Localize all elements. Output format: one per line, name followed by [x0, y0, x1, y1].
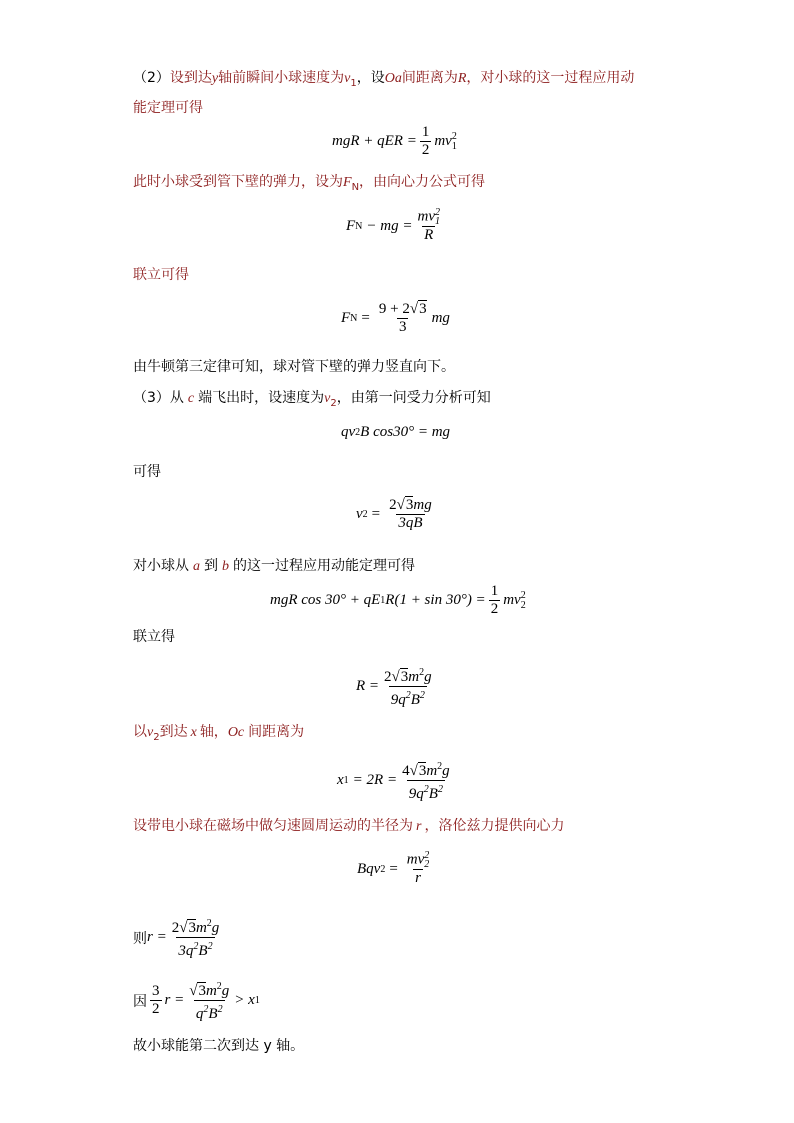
subscript: N	[350, 313, 358, 324]
eq-lhs: mgR cos 30° + qE	[270, 592, 381, 608]
text: 联立得	[133, 629, 175, 645]
part3-line	[133, 388, 491, 414]
superscript: 2	[437, 761, 443, 772]
denominator	[407, 780, 445, 803]
fraction	[489, 583, 501, 618]
numerator: 3	[152, 983, 160, 999]
superscript: 2	[434, 207, 440, 218]
var-v: v	[147, 725, 154, 740]
text: 间距离为	[248, 724, 305, 740]
equation-r	[133, 915, 224, 960]
superscript: 2	[405, 690, 411, 701]
equals: =	[361, 310, 370, 326]
radicand: 3	[198, 983, 206, 999]
text: 由牛顿第三定律可知，球对管下壁的弹力竖直向下。	[133, 359, 455, 375]
var-c: c	[187, 391, 195, 406]
eq-lhs: Bqv	[357, 860, 381, 877]
eq-mid: − mg =	[366, 217, 413, 234]
radicand: 3	[188, 920, 196, 936]
eq-lhs: qv	[341, 424, 356, 440]
var-F: F	[343, 175, 352, 190]
numerator: 1	[490, 583, 499, 599]
superscript: 2	[520, 589, 526, 601]
denominator: R	[424, 227, 434, 243]
part2-line1	[133, 68, 634, 94]
subscript: 1	[343, 775, 349, 786]
text: 轴前瞬间小球速度为	[218, 70, 345, 86]
num-text: g	[221, 983, 230, 999]
num-text: m	[426, 763, 438, 779]
num-text: 4	[402, 763, 410, 779]
text: 此时小球受到管下壁的弹力，设为	[133, 174, 343, 190]
den-text: B	[428, 786, 438, 802]
eq-lhs: R =	[356, 678, 380, 694]
text-v2-x-axis	[133, 722, 304, 748]
eq-rhs: mv	[503, 592, 521, 608]
subscript: N	[351, 181, 360, 193]
normal-force-line	[133, 172, 485, 198]
text-a-to-b	[133, 556, 415, 577]
subscript: 1	[254, 995, 260, 1006]
text: 对小球从	[133, 558, 189, 574]
eq-lhs: r =	[147, 929, 167, 945]
text: 到	[204, 558, 218, 574]
num-text: g	[442, 763, 450, 779]
text: ，设	[356, 70, 385, 86]
text-newton	[133, 357, 455, 377]
superscript: 2	[207, 941, 213, 952]
var-v: v	[344, 71, 351, 86]
equation-v2	[356, 497, 437, 532]
numerator: 1	[421, 124, 430, 140]
text: ，对小球的这一过程应用动	[466, 70, 635, 86]
fraction	[170, 915, 222, 960]
den-text: 3q	[178, 943, 194, 959]
numerator: $4√3m^2g$	[402, 761, 450, 779]
subscript: 2	[355, 427, 361, 438]
denominator: 2	[490, 601, 499, 617]
var-a: a	[193, 559, 200, 574]
text: 因	[133, 993, 147, 1010]
denominator: r	[415, 870, 421, 886]
text: 则	[133, 930, 147, 947]
superscript: 2	[193, 941, 199, 952]
num-text: 2	[389, 497, 397, 513]
num-text: m	[205, 983, 217, 999]
denominator: 3qB	[398, 515, 423, 531]
var-R: R	[457, 71, 467, 86]
radicand: 3	[405, 497, 414, 513]
numerator	[415, 208, 442, 226]
text: 以	[133, 724, 147, 740]
den-text: 9q	[408, 786, 424, 802]
equation-x1	[337, 758, 455, 803]
subscript: 2	[380, 863, 386, 875]
num-text: m	[195, 920, 207, 936]
numerator: $2√3m^2g$	[171, 918, 220, 936]
text: 轴，	[199, 724, 228, 740]
num-text: 9 + 2	[378, 301, 410, 317]
fraction	[187, 978, 231, 1023]
numerator: $√3m^2g$	[189, 981, 230, 999]
num-text: 2	[171, 920, 180, 936]
subscript: 1	[451, 140, 457, 152]
denominator: 2	[421, 142, 430, 158]
equation-fn-result	[341, 301, 450, 336]
num-text: mv	[417, 208, 435, 225]
var-y: y	[211, 71, 219, 86]
subscript: 2	[330, 397, 337, 409]
equation-centripetal-1	[346, 208, 445, 244]
equation-energy-1	[332, 124, 457, 159]
den-text: 9q	[390, 692, 406, 708]
superscript: 2	[419, 667, 425, 678]
equals: =	[371, 506, 381, 522]
part-label: （3）从	[133, 390, 184, 406]
radicand: 3	[418, 763, 427, 779]
text: ，由向心力公式可得	[359, 174, 486, 190]
fraction	[400, 758, 452, 803]
text: 间距离为	[401, 70, 458, 86]
text: 设带电小球在磁场中做匀速圆周运动的半径为	[133, 818, 413, 834]
subscript: 1	[350, 77, 357, 89]
var-r: r	[416, 819, 422, 834]
text-lianli	[133, 265, 189, 285]
num-text: g	[211, 920, 220, 936]
subscript: 2	[520, 599, 526, 611]
numerator: 9 + 2√3	[378, 301, 427, 317]
text: ，由第一问受力分析可知	[336, 390, 491, 406]
equation-force-balance	[341, 424, 450, 441]
text-kede	[133, 462, 161, 482]
var-x: x	[337, 772, 344, 788]
fraction	[420, 124, 432, 159]
eq-rhs: mv	[434, 133, 452, 149]
num-text: 2	[384, 669, 392, 685]
var-Oa: Oa	[384, 71, 402, 86]
equation-lorentz	[357, 851, 434, 887]
superscript: 2	[203, 1004, 209, 1015]
fraction	[382, 664, 434, 709]
superscript: 2	[424, 850, 430, 861]
eq-mid: = 2R =	[352, 772, 398, 788]
num-text: m	[408, 669, 420, 685]
radicand: 3	[419, 301, 427, 317]
text: 端飞出时，设速度为	[198, 390, 325, 406]
superscript: 2	[419, 690, 425, 701]
var-x: x	[190, 725, 197, 740]
denominator: 2	[152, 1001, 160, 1017]
text: 能定理可得	[133, 100, 203, 116]
subscript: 1	[380, 595, 386, 606]
superscript: 2	[217, 1004, 223, 1015]
text-circular-motion	[133, 816, 564, 837]
num-text: mg	[413, 497, 432, 513]
text: ，洛伦兹力提供向心力	[424, 818, 565, 834]
den-text: B	[410, 692, 420, 708]
den-text: B	[198, 943, 208, 959]
superscript: 2	[216, 981, 222, 992]
denominator	[176, 937, 214, 960]
var-F: F	[341, 310, 351, 326]
subscript: 2	[153, 731, 160, 743]
var-v: v	[324, 391, 331, 406]
text: 可得	[133, 464, 161, 480]
superscript: 2	[423, 784, 429, 795]
den-text: B	[208, 1006, 218, 1022]
superscript: 2	[451, 130, 457, 142]
superscript: 2	[206, 918, 212, 929]
text: 的这一过程应用动能定理可得	[233, 558, 415, 574]
eq-rhs: B cos30° = mg	[360, 424, 451, 440]
eq-lhs: mgR + qER =	[332, 133, 417, 149]
fraction	[377, 301, 429, 336]
subscript: 2	[362, 509, 368, 520]
text: 联立可得	[133, 267, 189, 283]
denominator	[389, 686, 427, 709]
num-text: mv	[406, 851, 425, 868]
subscript: 2	[424, 859, 430, 870]
fraction	[415, 208, 442, 244]
text: 设到达	[169, 70, 212, 86]
num-text: g	[424, 669, 432, 685]
numerator	[405, 851, 432, 869]
eq-lhs: r =	[164, 992, 185, 1008]
denominator	[194, 1000, 225, 1023]
eq-rhs: mg	[431, 310, 450, 326]
den-text: q	[195, 1006, 204, 1022]
equation-R	[356, 664, 437, 709]
text-lianlide	[133, 627, 175, 647]
fraction	[387, 497, 434, 532]
subscript: 1	[434, 216, 440, 227]
var-v: v	[356, 506, 363, 522]
equals: =	[389, 860, 398, 877]
superscript: 2	[437, 784, 443, 795]
part2-line2	[133, 98, 203, 118]
numerator: 2√3mg	[389, 497, 432, 513]
text-final	[133, 1036, 304, 1056]
var-b: b	[222, 559, 229, 574]
eq-mid: R(1 + sin 30°) =	[385, 592, 486, 608]
equation-energy-2	[270, 583, 526, 618]
fraction	[405, 851, 432, 887]
part-label: （2）	[133, 70, 170, 86]
eq-rhs: > x	[234, 992, 255, 1008]
var-Oc: Oc	[227, 725, 245, 740]
text: 到达	[159, 724, 188, 740]
var-F: F	[346, 217, 356, 234]
subscript: N	[355, 220, 363, 232]
text: 故小球能第二次到达 y 轴。	[133, 1038, 305, 1054]
denominator: 3	[398, 319, 407, 335]
numerator: $2√3m^2g$	[384, 667, 432, 685]
equation-comparison	[133, 978, 260, 1023]
radicand: 3	[400, 669, 409, 685]
fraction	[150, 983, 162, 1018]
